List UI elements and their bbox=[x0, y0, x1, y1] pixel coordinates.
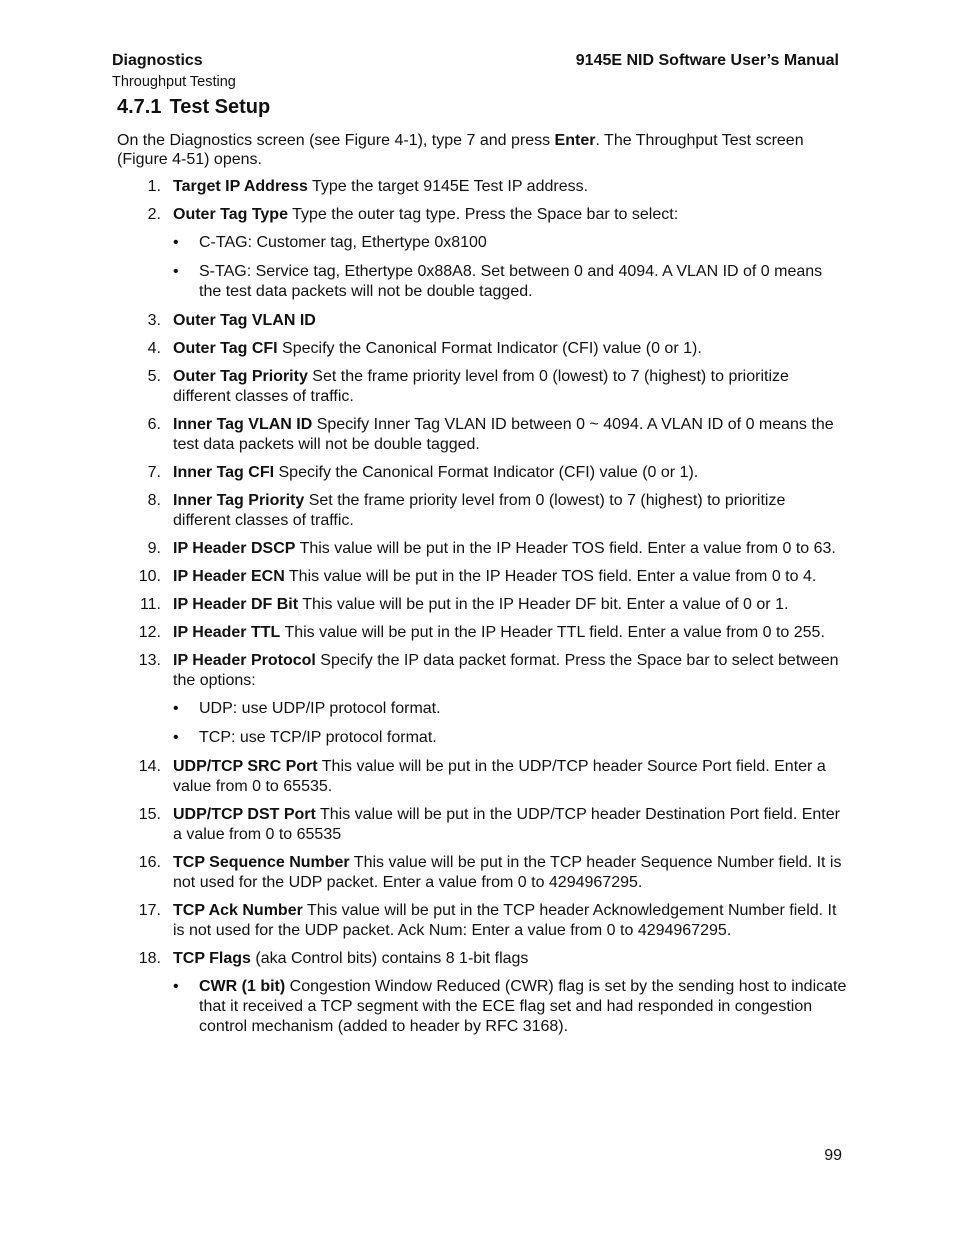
item-number: 2. bbox=[147, 206, 161, 223]
item-term: TCP Sequence Number bbox=[173, 854, 350, 871]
list-item bbox=[117, 805, 847, 845]
item-number: 1. bbox=[147, 178, 161, 195]
item-term: Inner Tag Priority bbox=[173, 492, 305, 509]
item-term: Outer Tag Priority bbox=[173, 368, 308, 385]
item-term: Target IP Address bbox=[173, 178, 308, 195]
bullet-text: TCP: use TCP/IP protocol format. bbox=[199, 729, 437, 746]
page-number: 99 bbox=[824, 1147, 842, 1164]
item-description: This value will be put in the TCP header Acknowledgement Number field. It is not used for the UDP packet. Ack Num: Enter a value from 0 to 4294967295. bbox=[173, 902, 837, 939]
intro-paragraph bbox=[117, 131, 842, 169]
item-number: 14. bbox=[138, 758, 161, 775]
item-description: This value will be put in the IP Header TOS field. Enter a value from 0 to 4. bbox=[284, 568, 817, 585]
item-number: 9. bbox=[147, 540, 161, 557]
item-number: 11. bbox=[139, 596, 161, 613]
item-term: IP Header TTL bbox=[173, 624, 281, 641]
item-term: TCP Ack Number bbox=[173, 902, 303, 919]
item-term: TCP Flags bbox=[173, 950, 251, 967]
list-item bbox=[117, 623, 847, 643]
bullet-item bbox=[173, 699, 847, 719]
section-title: Test Setup bbox=[169, 96, 271, 118]
bullet-list bbox=[173, 977, 847, 1037]
list-item bbox=[117, 463, 847, 483]
item-term: Inner Tag CFI bbox=[173, 464, 275, 481]
item-number: 12. bbox=[138, 624, 161, 641]
header-subsection: Throughput Testing bbox=[112, 74, 236, 90]
item-description: This value will be put in the IP Header DF bit. Enter a value of 0 or 1. bbox=[298, 596, 789, 613]
list-item bbox=[117, 491, 847, 531]
item-number: 5. bbox=[147, 368, 161, 385]
header-manual-title: 9145E NID Software User’s Manual bbox=[575, 52, 839, 69]
item-number: 17. bbox=[138, 902, 161, 919]
bullet-text: Congestion Window Reduced (CWR) flag is set by the sending host to indicate that it received a TCP segment with the ECE flag set and had responded in congestion control mechanism (added to header by RFC 3168). bbox=[199, 978, 847, 1035]
item-description: Specify the Canonical Format Indicator (CFI) value (0 or 1). bbox=[277, 340, 702, 357]
list-item bbox=[117, 757, 847, 797]
item-description: Specify the Canonical Format Indicator (CFI) value (0 or 1). bbox=[274, 464, 699, 481]
item-description: This value will be put in the UDP/TCP header Destination Port field. Enter a value from 0 to 65535 bbox=[173, 806, 840, 843]
item-description: This value will be put in the IP Header TTL field. Enter a value from 0 to 255. bbox=[280, 624, 825, 641]
item-description: (aka Control bits) contains 8 1-bit flags bbox=[250, 950, 529, 967]
item-term: UDP/TCP SRC Port bbox=[173, 758, 318, 775]
bullet-item bbox=[173, 977, 847, 1037]
bullet-item bbox=[173, 262, 847, 302]
item-description: Set the frame priority level from 0 (lowest) to 7 (highest) to prioritize different classes of traffic. bbox=[173, 368, 789, 405]
item-description: Type the target 9145E Test IP address. bbox=[307, 178, 589, 195]
bullet-marker: • bbox=[173, 729, 179, 746]
item-number: 15. bbox=[138, 806, 161, 823]
item-term: IP Header DSCP bbox=[173, 540, 296, 557]
intro-key: Enter bbox=[554, 132, 596, 149]
list-item bbox=[117, 205, 847, 302]
item-term: Outer Tag Type bbox=[173, 206, 288, 223]
list-item bbox=[117, 651, 847, 748]
bullet-text: C-TAG: Customer tag, Ethertype 0x8100 bbox=[199, 234, 487, 251]
item-description: Specify the IP data packet format. Press the Space bar to select between the options: bbox=[173, 652, 839, 689]
item-number: 3. bbox=[147, 312, 161, 329]
item-description: This value will be put in the TCP header Sequence Number field. It is not used for the UDP packet. Enter a value from 0 to 4294967295. bbox=[173, 854, 842, 891]
bullet-marker: • bbox=[173, 263, 179, 280]
list-item bbox=[117, 539, 847, 559]
bullet-item bbox=[173, 728, 847, 748]
list-item bbox=[117, 339, 847, 359]
setup-field-list bbox=[117, 177, 847, 1046]
item-number: 8. bbox=[147, 492, 161, 509]
bullet-item bbox=[173, 233, 847, 253]
item-number: 4. bbox=[147, 340, 161, 357]
item-description: Type the outer tag type. Press the Space bar to select: bbox=[287, 206, 679, 223]
list-item bbox=[117, 415, 847, 455]
list-item bbox=[117, 853, 847, 893]
item-number: 16. bbox=[138, 854, 161, 871]
item-term: IP Header Protocol bbox=[173, 652, 316, 669]
item-number: 10. bbox=[138, 568, 161, 585]
bullet-text: UDP: use UDP/IP protocol format. bbox=[199, 700, 441, 717]
item-number: 6. bbox=[147, 416, 161, 433]
item-number: 13. bbox=[138, 652, 161, 669]
item-term: IP Header DF Bit bbox=[173, 596, 299, 613]
item-term: IP Header ECN bbox=[173, 568, 285, 585]
item-term: Outer Tag VLAN ID bbox=[173, 312, 316, 329]
bullet-text: S-TAG: Service tag, Ethertype 0x88A8. Set between 0 and 4094. A VLAN ID of 0 means the test data packets will not be double tagged. bbox=[199, 263, 823, 300]
item-term: Inner Tag VLAN ID bbox=[173, 416, 313, 433]
bullet-list bbox=[173, 699, 847, 748]
item-term: Outer Tag CFI bbox=[173, 340, 278, 357]
item-description: This value will be put in the UDP/TCP header Source Port field. Enter a value from 0 to 65535. bbox=[173, 758, 826, 795]
list-item bbox=[117, 595, 847, 615]
bullet-marker: • bbox=[173, 234, 179, 251]
item-description: Specify Inner Tag VLAN ID between 0 ~ 4094. A VLAN ID of 0 means the test data packets will not be double tagged. bbox=[173, 416, 834, 453]
list-item bbox=[117, 311, 847, 331]
bullet-marker: • bbox=[173, 978, 179, 995]
list-item bbox=[117, 567, 847, 587]
item-number: 7. bbox=[147, 464, 161, 481]
list-item bbox=[117, 367, 847, 407]
header-chapter: Diagnostics bbox=[112, 52, 203, 69]
item-term: UDP/TCP DST Port bbox=[173, 806, 316, 823]
section-heading bbox=[117, 96, 270, 119]
list-item bbox=[117, 901, 847, 941]
bullet-term: CWR (1 bit) bbox=[199, 978, 286, 995]
bullet-marker: • bbox=[173, 700, 179, 717]
intro-pre: On the Diagnostics screen (see Figure 4-1), type 7 and press bbox=[117, 132, 555, 149]
list-item bbox=[117, 949, 847, 1037]
item-number: 18. bbox=[138, 950, 161, 967]
bullet-list bbox=[173, 233, 847, 302]
list-item bbox=[117, 177, 847, 197]
item-description: This value will be put in the IP Header TOS field. Enter a value from 0 to 63. bbox=[295, 540, 836, 557]
item-description: Set the frame priority level from 0 (lowest) to 7 (highest) to prioritize different classes of traffic. bbox=[173, 492, 786, 529]
section-number: 4.7.1 bbox=[117, 96, 162, 118]
intro-post: . The Throughput Test screen (Figure 4-51) opens. bbox=[117, 132, 804, 168]
